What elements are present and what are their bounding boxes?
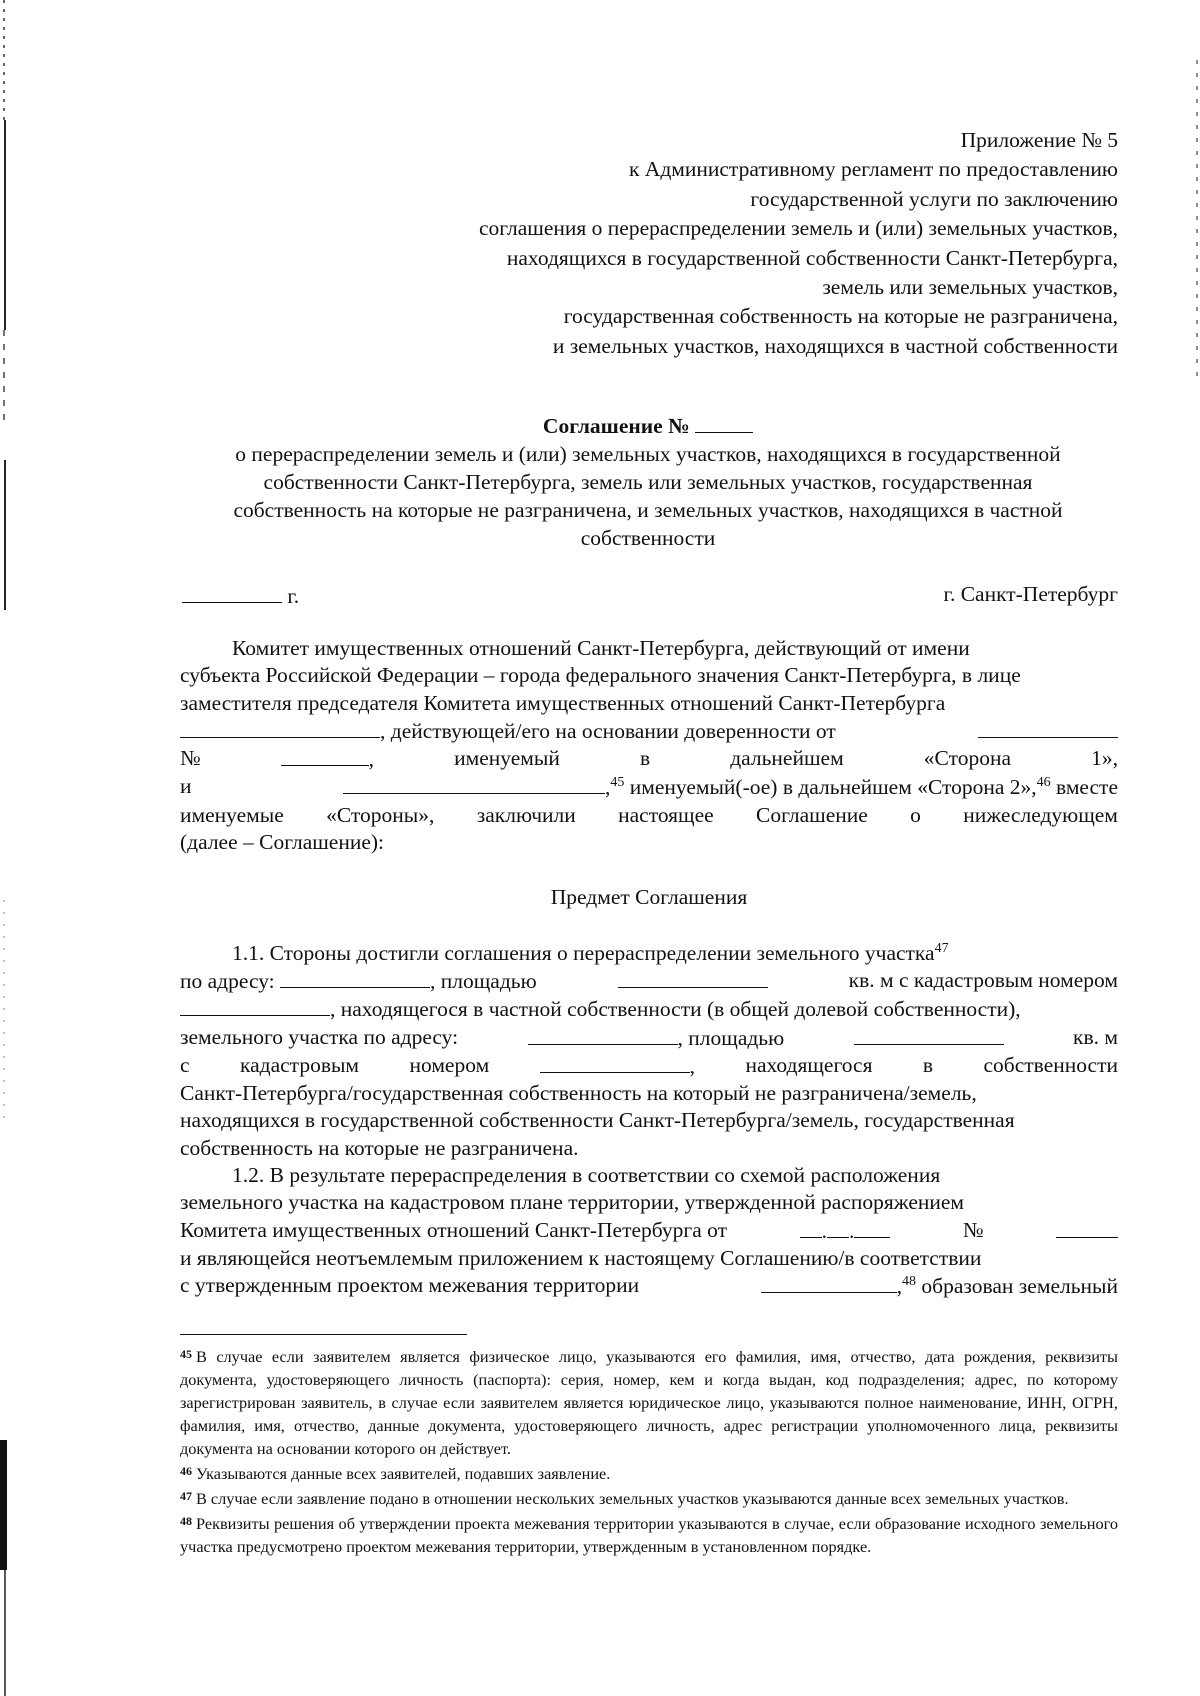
power-of-attorney-date-blank [978, 717, 1118, 738]
footnote-text: Указываются данные всех заявителей, подавших заявление. [196, 1464, 611, 1483]
survey-project-blank [761, 1272, 897, 1293]
clause-1-1-line: с кадастровым номером , находящегося в собственности [180, 1052, 1118, 1078]
cadastral-number-blank [180, 995, 330, 1016]
footnote-ref: 45 [610, 775, 625, 791]
order-year-blank [854, 1217, 890, 1238]
section-title: Предмет Соглашения [550, 885, 748, 910]
subtitle-line: собственности [580, 526, 716, 550]
agreement-body [180, 635, 1118, 1301]
agreement-subtitle [178, 440, 1118, 552]
power-of-attorney-number-blank [281, 745, 369, 766]
annex-line: земель или земельных участков, [822, 275, 1118, 300]
subtitle-line: собственности Санкт-Петербурга, земель или земельных участков, государственная [263, 470, 1033, 494]
date-field: г. [182, 582, 299, 609]
footnote-text: Реквизиты решения об утверждении проекта межевания территории указываются в случае, если образование исходного земельного участка предусмотрено проектом межевания территории, утвержденным в установленном порядке. [180, 1514, 1118, 1556]
annex-line: государственная собственность на которые не разграничена, [563, 304, 1118, 329]
subtitle-line: собственность на которые не разграничена, и земельных участков, находящихся в частной [233, 498, 1063, 522]
preamble-line: и ,$^{45}$ именуемый(-ое) в дальнейшем «Сторона 2»,$^{46}$ вместе [180, 774, 1118, 800]
footnote-number: 48 [180, 1514, 192, 1528]
footnote-text: В случае если заявителем является физическое лицо, указываются его фамилия, имя, отчество, дата рождения, реквизиты документа, удостоверяющего личность (паспорта): серия, номер, кем и когда выдан, код подразделения; адрес, по которому зарегистрирован заявитель, в случае если заявителем является юридическое лицо, указываются полное наименование, ИНН, ОГРН, фамилия, имя, отчество, данные документа, удостоверяющего личность, адрес регистрации уполномоченного лица, реквизиты документа на основании которого он действует. [180, 1347, 1118, 1458]
clause-1-2-line: и являющейся неотъемлемым приложением к настоящему Соглашению/в соответствии [180, 1245, 982, 1270]
footnote-number: 46 [180, 1464, 192, 1478]
annex-line: находящихся в государственной собственности Санкт-Петербурга, [506, 245, 1118, 270]
clause-1-2-line: с утвержденным проектом межевания территории ,$^{48}$ образован земельный [180, 1273, 1118, 1299]
preamble-line: , действующей/его на основании доверенности от [180, 717, 1118, 745]
scan-edge-marks [0, 0, 30, 1696]
party2-blank [343, 773, 605, 794]
order-number-blank [1056, 1217, 1118, 1238]
footnote-ref: 48 [902, 1274, 917, 1290]
footnote [180, 1510, 1118, 1558]
preamble-line: заместителя председателя Комитета имущественных отношений Санкт-Петербурга [180, 690, 946, 715]
subtitle-line: о перераспределении земель и (или) земельных участков, находящихся в государственной [235, 442, 1061, 466]
footnotes [180, 1343, 1118, 1558]
clause-1-1-line: 1.1. Стороны достигли соглашения о перераспределении земельного участка$^{47}$ [232, 940, 949, 965]
order-month-blank [827, 1217, 849, 1238]
clause-1-1-line: находящихся в государственной собственности Санкт-Петербурга/земель, государственная [180, 1108, 1015, 1133]
order-day-blank [800, 1217, 822, 1238]
preamble-line: именуемые «Стороны», заключили настоящее Соглашение о нижеследующем [180, 802, 1118, 827]
annex-line: соглашения о перераспределении земель и (или) земельных участков, [478, 216, 1118, 241]
preamble-line: № , именуемый в дальнейшем «Сторона 1», [180, 746, 1118, 772]
footnote-ref: 47 [934, 940, 949, 956]
clause-1-2-line: земельного участка на кадастровом плане территории, утвержденной распоряжением [180, 1190, 965, 1215]
representative-blank [180, 717, 380, 738]
preamble-line: Комитет имущественных отношений Санкт-Петербурга, действующий от имени [232, 636, 970, 660]
scan-right-marks [1188, 0, 1200, 1696]
annex-line: и земельных участков, находящихся в частной собственности [552, 333, 1118, 358]
footnote-separator [180, 1334, 467, 1335]
address-blank [280, 967, 430, 988]
footnote-text: В случае если заявление подано в отношении нескольких земельных участков указываются данные всех земельных участков. [196, 1489, 1069, 1508]
footnote [180, 1460, 1118, 1485]
cadastral-number-blank [540, 1052, 690, 1073]
preamble-line: (далее – Соглашение): [180, 830, 385, 855]
agreement-heading [178, 412, 1118, 552]
clause-1-1-line: земельного участка по адресу: , площадью кв. м [180, 1024, 1118, 1050]
clause-1-1-line: по адресу: , площадью кв. м с кадастровым номером [180, 967, 1118, 993]
area-blank [618, 967, 768, 988]
annex-header [479, 126, 1118, 361]
footnote-ref: 46 [1036, 775, 1051, 791]
footnote [180, 1343, 1118, 1460]
place-label: г. Санкт-Петербург [943, 582, 1118, 606]
address-blank [528, 1024, 678, 1045]
clause-1-2-line: 1.2. В результате перераспределения в соответствии со схемой расположения [232, 1163, 941, 1188]
annex-line: Приложение № 5 [960, 128, 1118, 152]
annex-line: государственной услуги по заключению [750, 186, 1118, 211]
agreement-number-blank [695, 412, 753, 433]
agreement-title: Соглашение № [178, 412, 1118, 440]
clause-1-1-line: собственность на которые не разграничена. [180, 1135, 579, 1160]
annex-line: к Административному регламент по предоставлению [628, 157, 1118, 182]
footnote-number: 45 [180, 1347, 192, 1361]
clause-1-1-line: Санкт-Петербурга/государственная собственность на который не разграничена/земель, [180, 1081, 977, 1106]
date-place-row [182, 582, 1118, 609]
preamble-line: субъекта Российской Федерации – города федерального значения Санкт-Петербурга, в лице [180, 663, 1021, 688]
clause-1-2-line: Комитета имущественных отношений Санкт-Петербурга от . . № [180, 1217, 1118, 1245]
clause-1-1-line: , находящегося в частной собственности (в общей долевой собственности), [180, 995, 1118, 1023]
footnote [180, 1485, 1118, 1510]
date-blank [182, 582, 282, 603]
area-blank [854, 1024, 1004, 1045]
footnote-number: 47 [180, 1489, 192, 1503]
